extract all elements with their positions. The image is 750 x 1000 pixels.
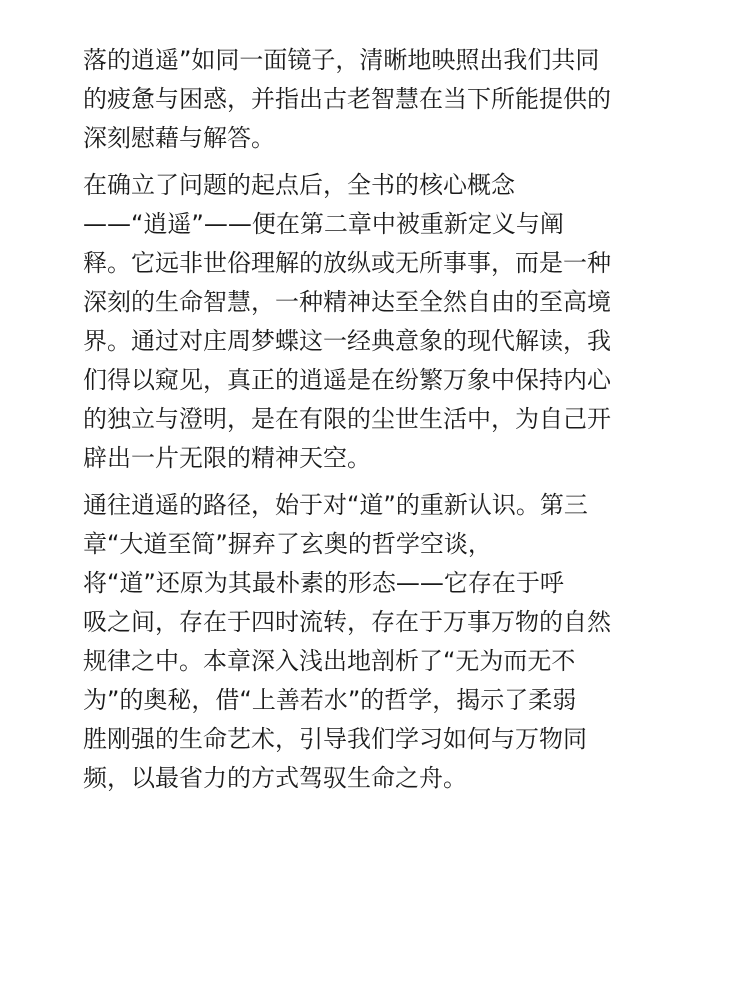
- text-line: 的独立与澄明，是在有限的尘世生活中，为自己开: [83, 405, 611, 433]
- paragraph-2: [83, 166, 703, 478]
- text-line: 胜刚强的生命艺术，引导我们学习如何与万物同: [83, 725, 587, 753]
- text-line: ——“逍遥”——便在第二章中被重新定义与阐: [83, 210, 564, 238]
- paragraph-1: [83, 41, 703, 158]
- text-line: 的疲惫与困惑，并指出古老智慧在当下所能提供的: [83, 85, 611, 113]
- text-line: 辟出一片无限的精神天空。: [83, 444, 371, 472]
- text-line: 章“大道至简”摒弃了玄奥的哲学空谈，: [83, 530, 492, 558]
- text-line: 规律之中。本章深入浅出地剖析了“无为而无不: [83, 647, 576, 675]
- text-line: 落的逍遥”如同一面镜子，清晰地映照出我们共同: [83, 46, 600, 74]
- text-line: 通往逍遥的路径，始于对“道”的重新认识。第三: [83, 491, 588, 519]
- text-line: 界。通过对庄周梦蝶这一经典意象的现代解读，我: [83, 327, 611, 355]
- text-line: 将“道”还原为其最朴素的形态——它存在于呼: [83, 569, 564, 597]
- text-line: 们得以窥见，真正的逍遥是在纷繁万象中保持内心: [83, 366, 611, 394]
- paragraph-3: [83, 486, 703, 798]
- text-line: 深刻的生命智慧，一种精神达至全然自由的至高境: [83, 288, 611, 316]
- text-line: 频，以最省力的方式驾驭生命之舟。: [83, 764, 467, 792]
- text-line: 吸之间，存在于四时流转，存在于万事万物的自然: [83, 608, 611, 636]
- text-line: 在确立了问题的起点后，全书的核心概念: [83, 171, 515, 199]
- document-page: [83, 41, 703, 806]
- text-line: 深刻慰藉与解答。: [83, 124, 275, 152]
- text-line: 为”的奥秘，借“上善若水”的哲学，揭示了柔弱: [83, 686, 577, 714]
- text-line: 释。它远非世俗理解的放纵或无所事事，而是一种: [83, 249, 611, 277]
